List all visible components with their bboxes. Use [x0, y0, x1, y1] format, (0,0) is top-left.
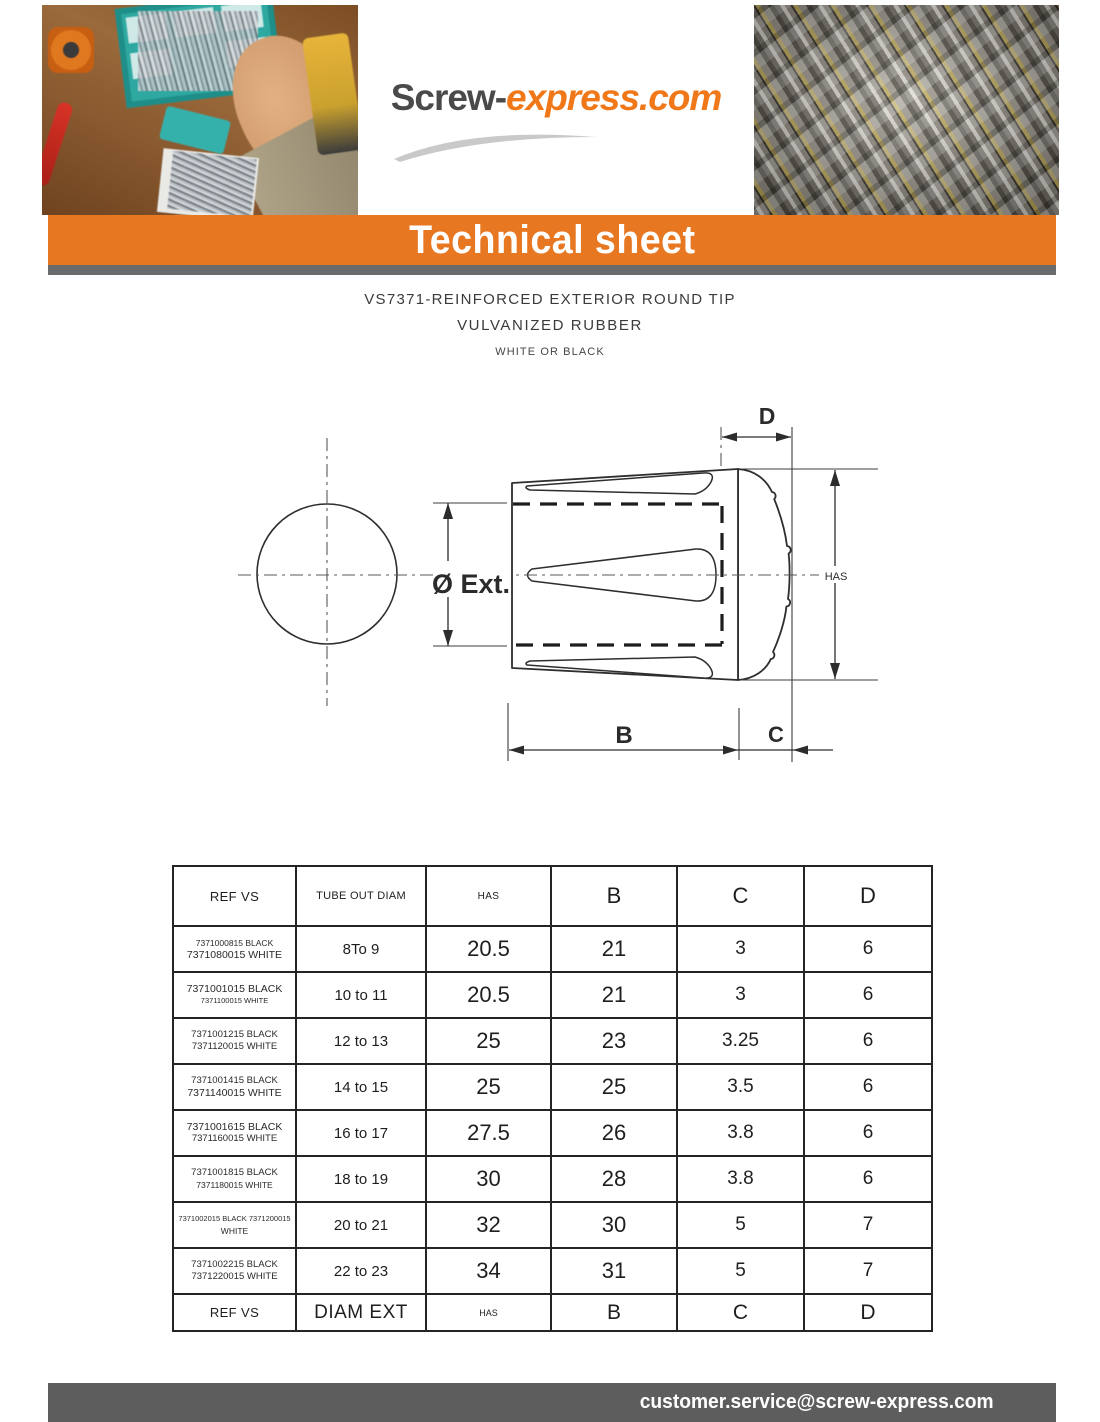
tube-cell: 18 to 19 — [296, 1156, 426, 1202]
b-cell: 21 — [551, 972, 677, 1018]
banner-title: Technical sheet — [408, 217, 696, 262]
b-cell: 23 — [551, 1018, 677, 1064]
ref-cell — [173, 1110, 296, 1156]
footer-ref: REF VS — [173, 1294, 296, 1331]
d-cell: 7 — [804, 1248, 932, 1294]
ref-white: 7371140015 WHITE — [187, 1087, 282, 1099]
footer-bar — [48, 1383, 1056, 1422]
banner-underline — [48, 265, 1056, 275]
header-tube: TUBE OUT DIAM — [296, 866, 426, 926]
tube-cell: 10 to 11 — [296, 972, 426, 1018]
ref-black: 7371001415 BLACK — [191, 1075, 278, 1086]
ref-cell — [173, 1202, 296, 1248]
table-row — [173, 1202, 932, 1248]
ref-black: 7371002215 BLACK — [191, 1259, 278, 1270]
label-has: HAS — [824, 571, 848, 583]
c-cell: 3.25 — [677, 1018, 804, 1064]
label-c: C — [768, 722, 784, 747]
header-ref: REF VS — [173, 866, 296, 926]
label-b: B — [615, 722, 633, 749]
bottom-slot — [526, 657, 712, 678]
technical-drawing — [0, 390, 1100, 785]
has-cell: 20.5 — [426, 972, 551, 1018]
decor-shape — [42, 101, 74, 187]
decor-shape — [159, 106, 231, 155]
header-d: D — [804, 866, 932, 926]
tube-cell: 8To 9 — [296, 926, 426, 972]
header-has: HAS — [426, 866, 551, 926]
c-cell: 5 — [677, 1202, 804, 1248]
header-c: C — [677, 866, 804, 926]
footer-b: B — [551, 1294, 677, 1331]
has-cell: 34 — [426, 1248, 551, 1294]
table-row — [173, 1248, 932, 1294]
d-cell: 6 — [804, 1110, 932, 1156]
logo-part-gray: Screw- — [390, 77, 507, 118]
d-cell: 6 — [804, 1064, 932, 1110]
product-subtitle: VULVANIZED RUBBER — [457, 317, 643, 334]
b-cell: 21 — [551, 926, 677, 972]
c-cell: 3 — [677, 926, 804, 972]
ref-black: 7371001015 BLACK — [186, 983, 283, 995]
footer-d: D — [804, 1294, 932, 1331]
ref-cell — [173, 926, 296, 972]
c-cell: 3.8 — [677, 1110, 804, 1156]
has-cell: 27.5 — [426, 1110, 551, 1156]
has-cell: 20.5 — [426, 926, 551, 972]
ref-black: 7371001215 BLACK — [191, 1029, 278, 1040]
d-cell: 7 — [804, 1202, 932, 1248]
c-cell: 3.5 — [677, 1064, 804, 1110]
ref-white: 7371100015 WHITE — [200, 996, 269, 1005]
has-cell: 25 — [426, 1064, 551, 1110]
header-photo-tools — [42, 5, 358, 215]
product-color-note: WHITE OR BLACK — [495, 346, 605, 358]
d-cell: 6 — [804, 926, 932, 972]
header-photo-screws — [754, 5, 1059, 215]
ref-cell — [173, 1156, 296, 1202]
ref-white: 7371180015 WHITE — [196, 1180, 273, 1190]
ref-white: WHITE — [220, 1226, 249, 1236]
table-row — [173, 1110, 932, 1156]
has-cell: 25 — [426, 1018, 551, 1064]
footer-has: HAS — [426, 1294, 551, 1331]
c-cell: 3.8 — [677, 1156, 804, 1202]
has-cell: 30 — [426, 1156, 551, 1202]
ref-black: 7371002015 BLACK 7371200015 — [178, 1214, 291, 1223]
ref-cell — [173, 972, 296, 1018]
c-cell: 5 — [677, 1248, 804, 1294]
ref-cell — [173, 1018, 296, 1064]
banner-technical-sheet — [48, 215, 1056, 265]
label-ext-diameter: Ø Ext. — [431, 569, 511, 599]
d-cell: 6 — [804, 1018, 932, 1064]
ref-cell — [173, 1248, 296, 1294]
table-row — [173, 1018, 932, 1064]
tube-cell: 14 to 15 — [296, 1064, 426, 1110]
table-row — [173, 1064, 932, 1110]
label-d: D — [758, 403, 776, 429]
ref-white: 7371120015 WHITE — [191, 1041, 278, 1052]
brand-logo-text — [358, 77, 754, 119]
c-cell: 3 — [677, 972, 804, 1018]
customer-service-email: customer.service@screw-express.com — [640, 1391, 994, 1413]
brand-logo — [358, 5, 754, 215]
ref-white: 7371160015 WHITE — [191, 1133, 278, 1144]
d-cell: 6 — [804, 972, 932, 1018]
has-cell: 32 — [426, 1202, 551, 1248]
b-cell: 31 — [551, 1248, 677, 1294]
ref-cell — [173, 1064, 296, 1110]
tube-cell: 12 to 13 — [296, 1018, 426, 1064]
d-cell: 6 — [804, 1156, 932, 1202]
header-b: B — [551, 866, 677, 926]
logo-swoosh-icon — [388, 123, 608, 163]
tube-cell: 16 to 17 — [296, 1110, 426, 1156]
decor-shape — [167, 151, 257, 215]
tube-cell: 22 to 23 — [296, 1248, 426, 1294]
product-title: VS7371-REINFORCED EXTERIOR ROUND TIP — [364, 291, 736, 308]
spec-table — [172, 865, 933, 1332]
footer-c: C — [677, 1294, 804, 1331]
ref-white: 7371220015 WHITE — [191, 1271, 278, 1282]
decor-shape — [48, 27, 94, 73]
ref-black: 7371001615 BLACK — [186, 1121, 283, 1133]
table-header-row — [173, 866, 932, 926]
table-footer-row — [173, 1294, 932, 1331]
tube-cell: 20 to 21 — [296, 1202, 426, 1248]
ref-white: 7371080015 WHITE — [186, 949, 283, 961]
b-cell: 25 — [551, 1064, 677, 1110]
b-cell: 26 — [551, 1110, 677, 1156]
ref-black: 7371001815 BLACK — [191, 1167, 278, 1178]
table-row — [173, 926, 932, 972]
b-cell: 28 — [551, 1156, 677, 1202]
b-cell: 30 — [551, 1202, 677, 1248]
table-row — [173, 1156, 932, 1202]
ref-black: 7371000815 BLACK — [195, 938, 274, 948]
footer-tube: DIAM EXT — [296, 1294, 426, 1331]
logo-part-orange: express.com — [506, 77, 722, 118]
table-row — [173, 972, 932, 1018]
